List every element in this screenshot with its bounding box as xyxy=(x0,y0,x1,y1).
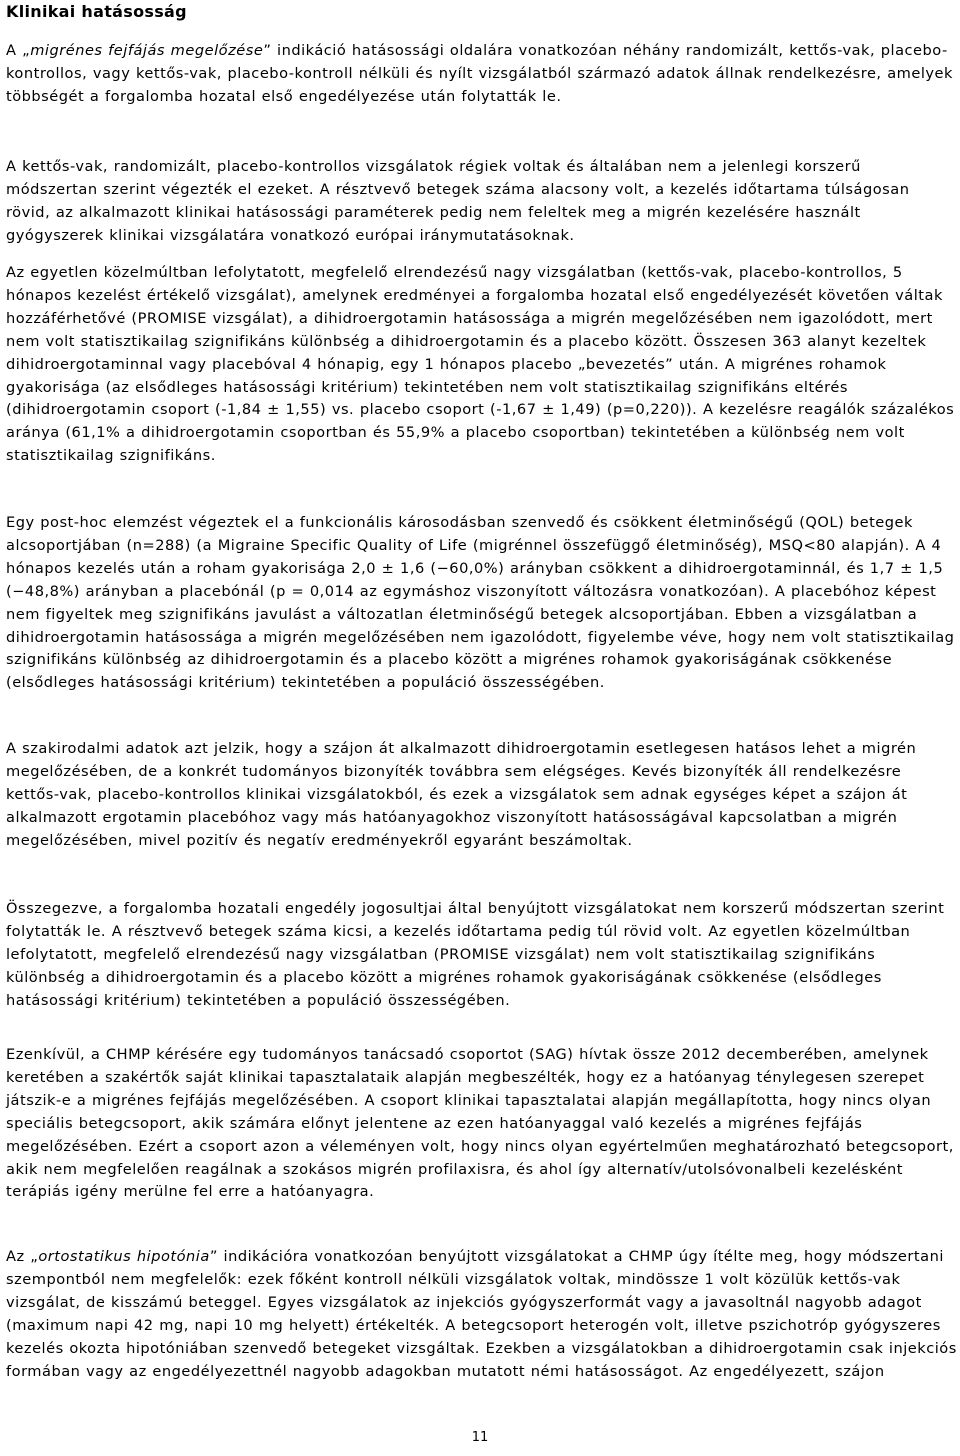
paragraph-intro-text: A „ xyxy=(6,42,31,59)
section-heading: Klinikai hatásosság xyxy=(6,2,187,21)
paragraph-literature: A szakirodalmi adatok azt jelzik, hogy a szájon át alkalmazott dihidroergotamin esetlegesen hatásos lehet a migrén megelőzésében, de a konkrét tudományos bizonyíték továbbra sem elégséges. Kevés bizonyíték áll rendelkezésre kettős-vak, placebo-kontrollos klinikai vizsgálatokból, és ezek a vizsgálatok sem adnak egységes képet a szájon át alkalmazott ergotamin placebóhoz vagy más hatóanyagokhoz viszonyított hatásosságával kapcsolatban a migrén megelőzésében, mivel pozitív és negatív eredményekről egyaránt beszámoltak. xyxy=(6,740,917,849)
paragraph-promise-study: Az egyetlen közelmúltban lefolytatott, megfelelő elrendezésű nagy vizsgálatban (kettős-vak, placebo-kontrollos, 5 hónapos kezelést értékelő vizsgálat), amelynek eredményei a forgalomba hozatal első engedélyezését követően váltak hozzáférhetővé (PROMISE vizsgálat), a dihidroergotamin hatásossága a migrén megelőzésében nem igazolódott, mert nem volt statisztikailag szignifikáns különbség a dihidroergotamin és a placebo között. Összesen 363 alanyt kezeltek dihidroergotaminnal vagy placebóval 4 hónapig, egy 1 hónapos placebo „bevezetés” után. A migrénes rohamok gyakorisága (az elsődleges hatásossági kritérium) tekintetében nem volt statisztikailag szignifikáns eltérés (dihidroergotamin csoport (-1,84 ± 1,55) vs. placebo csoport (-1,67 ± 1,49) (p=0,220)). A kezelésre reagálók százalékos aránya (61,1% a dihidroergotamin csoportban és 55,9% a placebo csoportban) tekintetében a különbség nem volt statisztikailag szignifikáns. xyxy=(6,264,955,465)
indication-name: ortostatikus hipotónia xyxy=(38,1248,210,1265)
paragraph-body-text: ” indikáció hatásossági oldalára vonatkozóan néhány randomizált, kettős-vak, placebo-kontrollos, vagy kettős-vak, placebo-kontroll nélküli és nyílt vizsgálatból származó adatok állnak rendelkezésre, amelyek többségét a forgalomba hozatal első engedélyezése után folytatták le. xyxy=(6,42,953,105)
paragraph-post-hoc-analysis: Egy post-hoc elemzést végeztek el a funkcionális károsodásban szenvedő és csökkent életminőségű (QOL) betegek alcsoportjában (n=288) (a Migraine Specific Quality of Life (migrénnel összefüggő életminőség), MSQ<80 alapján). A 4 hónapos kezelés után a roham gyakorisága 2,0 ± 1,6 (−60,0%) arányban csökkent a dihidroergotaminnál, és 1,7 ± 1,5 (−48,8%) arányban a placebónál (p = 0,014 az egymáshoz viszonyított változásra vonatkozóan). A placebóhoz képest nem figyeltek meg szignifikáns javulást a változatlan életminőségű betegek alcsoportjában. Ebben a vizsgálatban a dihidroergotamin hatásossága a migrén megelőzésében nem igazolódott, figyelembe véve, hogy nem volt statisztikailag szignifikáns különbség az dihidroergotamin és a placebo között a migrénes rohamok gyakoriságának csökkenése (elsődleges hatásossági kritérium) tekintetében a populáció összességében. xyxy=(6,514,955,692)
paragraph-orthostatic-hypotension xyxy=(6,1246,958,1383)
indication-name: migrénes fejfájás megelőzése xyxy=(30,42,264,59)
paragraph-indication xyxy=(6,40,958,109)
paragraph-body-text: ” indikációra vonatkozóan benyújtott vizsgálatokat a CHMP úgy ítélte meg, hogy módszertani szempontból nem megfelelők: ezek főként kontroll nélküli vizsgálatok voltak, mindössze 1 volt közülük kettős-vak vizsgálat, de kisszámú beteggel. Egyes vizsgálatok az injekciós gyógyszerformát vagy a javasoltnál nagyobb adagot (maximum napi 42 mg, napi 10 mg helyett) értékelték. A betegcsoport heterogén volt, illetve pszichotróp gyógyszeres kezelés okozta hipotóniában szenvedő betegeket vizsgáltak. Ezekben a vizsgálatokban a dihidroergotamin csak injekciós formában vagy az engedélyezettnél nagyobb adagokban mutatott némi hatásosságot. Az engedélyezett, szájon xyxy=(6,1248,957,1380)
page-number: 11 xyxy=(471,1430,489,1445)
paragraph-sag-opinion: Ezenkívül, a CHMP kérésére egy tudományos tanácsadó csoportot (SAG) hívtak össze 2012 decemberében, amelynek keretében a szakértők saját klinikai tapasztalataik alapján megbeszélték, hogy ez a hatóanyag ténylegesen szerepet játszik-e a migrénes fejfájás megelőzésében. A csoport klinikai tapasztalatai alapján megállapította, hogy nincs olyan speciális betegcsoport, akik számára előnyt jelentene az ezen hatóanyaggal való kezelés a migrénes fejfájás megelőzésében. Ezért a csoport azon a véleményen volt, hogy nincs olyan egyértelműen meghatározható betegcsoport, akik nem megfelelően reagálnak a szokásos migrén profilaxisra, és ahol így alternatív/utolsóvonalbeli kezelésként terápiás igény merülne fel erre a hatóanyagra. xyxy=(6,1046,954,1201)
paragraph-intro-text: Az „ xyxy=(6,1248,39,1265)
paragraph-trial-design: A kettős-vak, randomizált, placebo-kontrollos vizsgálatok régiek voltak és általában nem a jelenlegi korszerű módszertan szerint végezték el ezeket. A résztvevő betegek száma alacsony volt, a kezelés időtartama túlságosan rövid, az alkalmazott klinikai hatásossági paraméterek pedig nem feleltek meg a migrén kezelésére használt gyógyszerek klinikai vizsgálatára vonatkozó európai iránymutatásoknak. xyxy=(6,158,910,244)
document-page xyxy=(6,0,958,1380)
paragraph-summary: Összegezve, a forgalomba hozatali engedély jogosultjai által benyújtott vizsgálatokat nem korszerű módszertan szerint folytatták le. A résztvevő betegek száma kicsi, a kezelés időtartama pedig túl rövid volt. Az egyetlen közelmúltban lefolytatott, megfelelő elrendezésű nagy vizsgálatban (PROMISE vizsgálat) nem volt statisztikailag szignifikáns különbség a dihidroergotamin és a placebo között a migrénes rohamok gyakoriságának csökkenése (elsődleges hatásossági kritérium) tekintetében a populáció összességében. xyxy=(6,900,945,1009)
